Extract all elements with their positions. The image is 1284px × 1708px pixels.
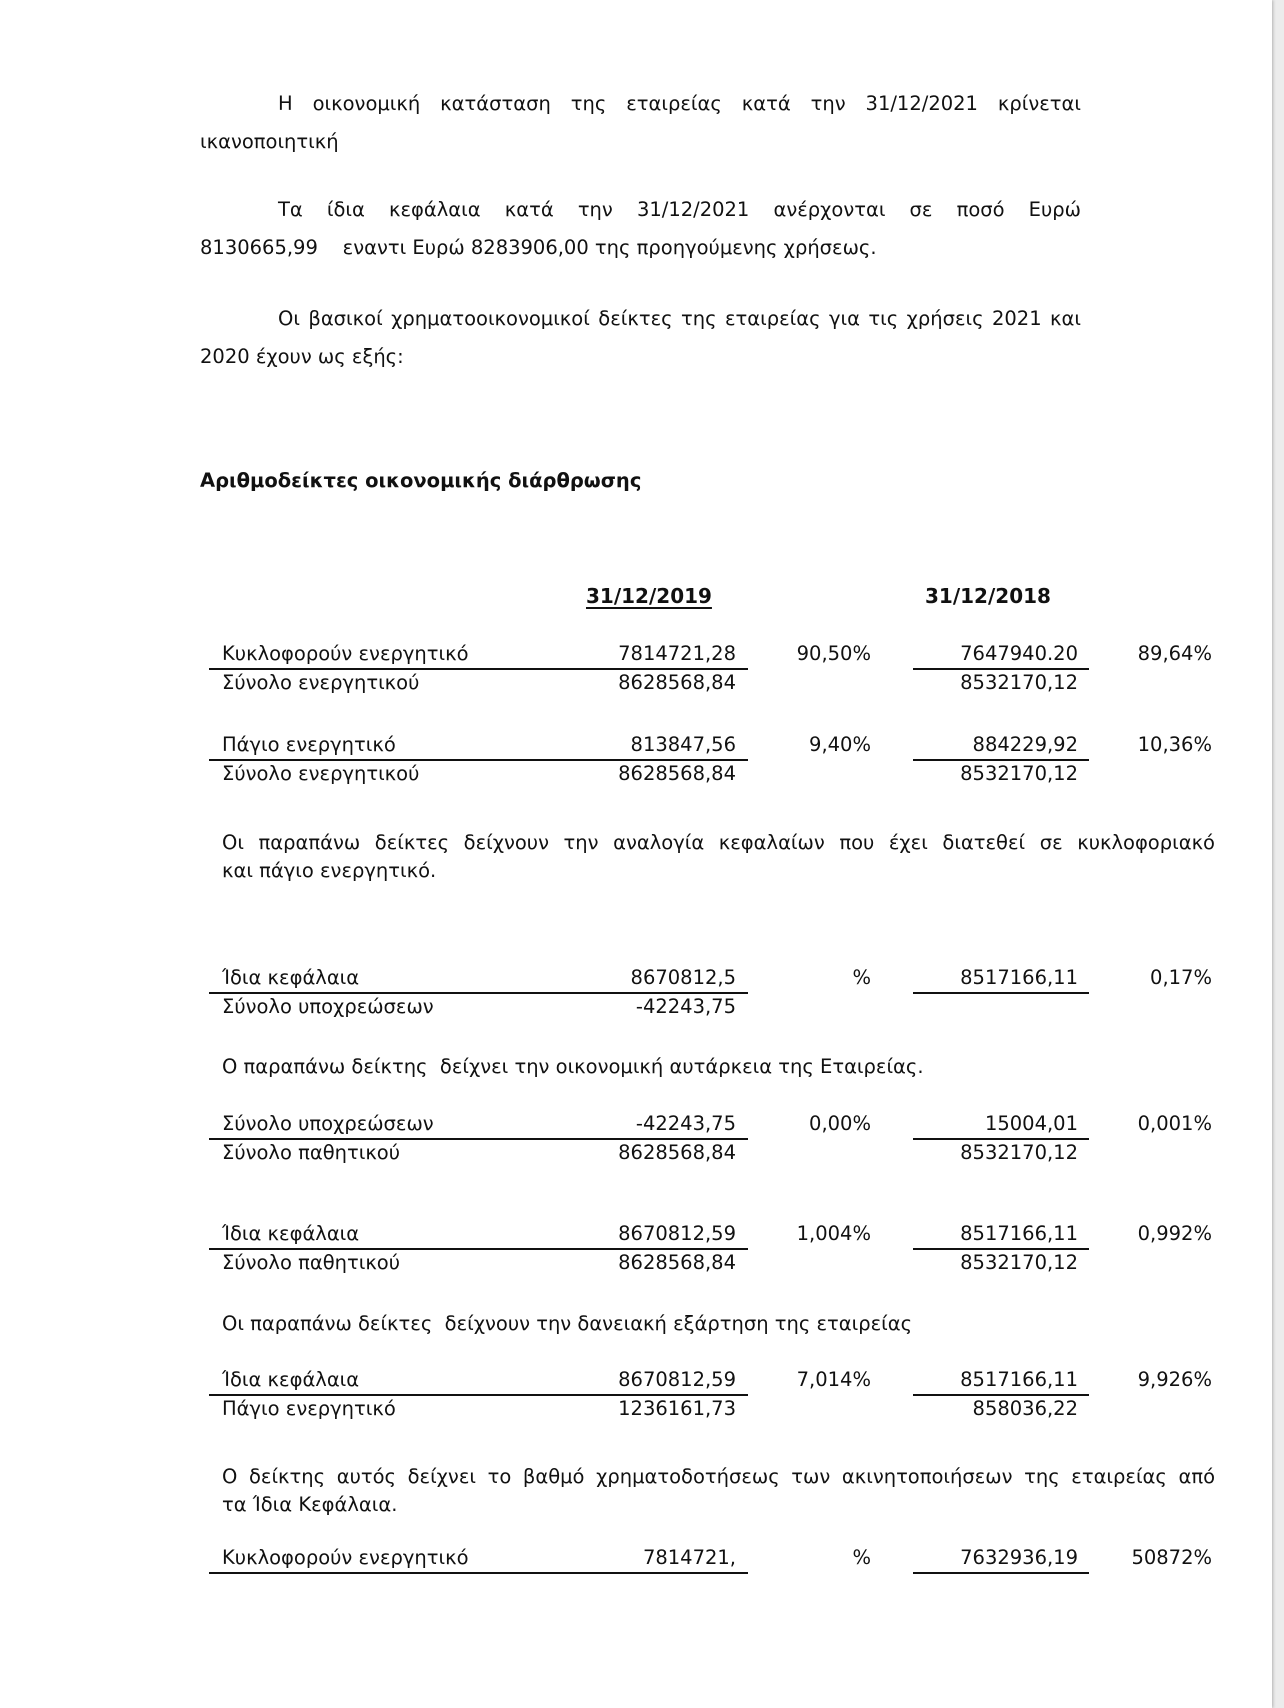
ratio-numerator-2018: 7632936,19 <box>960 1546 1078 1569</box>
ratio-numerator-2019: 8670812,59 <box>618 1222 736 1245</box>
ratio-denominator-2019: -42243,75 <box>635 995 736 1018</box>
ratio-percent-2019: 90,50% <box>796 642 871 665</box>
ratio-percent-2019: 0,00% <box>809 1112 871 1135</box>
ratio-numerator-label: Ίδια κεφάλαια <box>222 966 360 989</box>
paragraph-line: Η οικονομική κατάσταση της εταιρείας κατά την 31/12/2021 κρίνεται <box>278 92 1081 115</box>
ratio-percent-2018: 10,36% <box>1137 733 1212 756</box>
paragraph-line: Οι βασικοί χρηματοοικονομικοί δείκτες της εταιρείας για τις χρήσεις 2021 και <box>278 307 1081 330</box>
ratio-percent-2018: 89,64% <box>1137 642 1212 665</box>
paragraph-line: 2020 έχουν ως εξής: <box>200 345 404 368</box>
fraction-line-2018 <box>913 1394 1089 1396</box>
ratio-numerator-label: Ίδια κεφάλαια <box>222 1368 360 1391</box>
ratio-numerator-label: Πάγιο ενεργητικό <box>222 733 396 756</box>
ratio-percent-2019: 9,40% <box>809 733 871 756</box>
fraction-line-2018 <box>913 1572 1089 1574</box>
ratio-numerator-2018: 8517166,11 <box>960 1222 1078 1245</box>
fraction-line-2019 <box>209 1138 748 1140</box>
ratio-denominator-2019: 8628568,84 <box>618 762 736 785</box>
column-header-2019: 31/12/2019 <box>586 584 712 608</box>
ratio-percent-2019: % <box>852 1546 871 1569</box>
ratio-percent-2019: 7,014% <box>796 1368 871 1391</box>
fraction-line-2018 <box>913 1138 1089 1140</box>
ratio-numerator-2018: 8517166,11 <box>960 966 1078 989</box>
paragraph-line: ικανοποιητική <box>200 130 339 153</box>
ratio-denominator-label: Σύνολο παθητικού <box>222 1251 401 1274</box>
ratio-numerator-2019: 8670812,59 <box>618 1368 736 1391</box>
ratio-denominator-label: Σύνολο παθητικού <box>222 1141 401 1164</box>
ratio-percent-2018: 0,992% <box>1137 1222 1212 1245</box>
fraction-line-2018 <box>913 992 1089 994</box>
ratio-numerator-2019: 7814721, <box>642 1546 736 1569</box>
note-line: Οι παραπάνω δείκτες δείχνουν την αναλογία κεφαλαίων που έχει διατεθεί σε κυκλοφοριακό <box>222 831 1215 854</box>
ratio-denominator-2018: 8532170,12 <box>960 671 1078 694</box>
ratio-percent-2019: 1,004% <box>796 1222 871 1245</box>
ratio-denominator-2019: 8628568,84 <box>618 1141 736 1164</box>
ratio-percent-2018: 0,17% <box>1150 966 1212 989</box>
ratio-numerator-2019: -42243,75 <box>635 1112 736 1135</box>
fraction-line-2018 <box>913 759 1089 761</box>
note-line: Ο παραπάνω δείκτης δείχνει την οικονομική αυτάρκεια της Εταιρείας. <box>222 1055 924 1078</box>
ratio-numerator-label: Κυκλοφορούν ενεργητικό <box>222 642 469 665</box>
column-header-2018: 31/12/2018 <box>925 584 1051 608</box>
fraction-line-2019 <box>209 759 748 761</box>
ratio-numerator-2018: 884229,92 <box>972 733 1078 756</box>
fraction-line-2019 <box>209 1572 748 1574</box>
ratio-numerator-2019: 813847,56 <box>630 733 736 756</box>
note-line: και πάγιο ενεργητικό. <box>222 859 437 882</box>
ratio-denominator-2019: 8628568,84 <box>618 671 736 694</box>
note-line: Ο δείκτης αυτός δείχνει το βαθμό χρηματοδοτήσεως των ακινητοποιήσεων της εταιρείας από <box>222 1465 1215 1488</box>
ratio-denominator-label: Σύνολο ενεργητικού <box>222 671 420 694</box>
ratio-numerator-label: Κυκλοφορούν ενεργητικό <box>222 1546 469 1569</box>
ratio-denominator-2019: 1236161,73 <box>618 1397 736 1420</box>
ratio-numerator-2018: 8517166,11 <box>960 1368 1078 1391</box>
ratio-denominator-2018: 858036,22 <box>972 1397 1078 1420</box>
ratio-percent-2019: % <box>852 966 871 989</box>
fraction-line-2018 <box>913 668 1089 670</box>
ratio-denominator-2018: 8532170,12 <box>960 1141 1078 1164</box>
note-line: Οι παραπάνω δείκτες δείχνουν την δανειακή εξάρτηση της εταιρείας <box>222 1312 913 1335</box>
ratio-numerator-2018: 7647940.20 <box>960 642 1078 665</box>
paragraph-line: 8130665,99 εναντι Ευρώ 8283906,00 της προηγούμενης χρήσεως. <box>200 236 877 259</box>
fraction-line-2019 <box>209 1248 748 1250</box>
ratio-denominator-2019: 8628568,84 <box>618 1251 736 1274</box>
ratio-percent-2018: 50872% <box>1131 1546 1212 1569</box>
ratio-numerator-2019: 7814721,28 <box>618 642 736 665</box>
ratio-denominator-label: Σύνολο ενεργητικού <box>222 762 420 785</box>
ratio-numerator-2019: 8670812,5 <box>630 966 736 989</box>
ratio-percent-2018: 9,926% <box>1137 1368 1212 1391</box>
paragraph-line: Τα ίδια κεφάλαια κατά την 31/12/2021 ανέρχονται σε ποσό Ευρώ <box>278 198 1081 221</box>
ratio-denominator-label: Σύνολο υποχρεώσεων <box>222 995 434 1018</box>
ratio-percent-2018: 0,001% <box>1137 1112 1212 1135</box>
ratio-denominator-2018: 8532170,12 <box>960 762 1078 785</box>
section-heading: Αριθμοδείκτες οικονομικής διάρθρωσης <box>200 469 642 492</box>
fraction-line-2019 <box>209 1394 748 1396</box>
ratio-numerator-2018: 15004,01 <box>984 1112 1078 1135</box>
ratio-denominator-2018: 8532170,12 <box>960 1251 1078 1274</box>
ratio-numerator-label: Σύνολο υποχρεώσεων <box>222 1112 434 1135</box>
fraction-line-2019 <box>209 668 748 670</box>
ratio-denominator-label: Πάγιο ενεργητικό <box>222 1397 396 1420</box>
fraction-line-2018 <box>913 1248 1089 1250</box>
fraction-line-2019 <box>209 992 748 994</box>
note-line: τα Ίδια Κεφάλαια. <box>222 1493 398 1516</box>
ratio-numerator-label: Ίδια κεφάλαια <box>222 1222 360 1245</box>
